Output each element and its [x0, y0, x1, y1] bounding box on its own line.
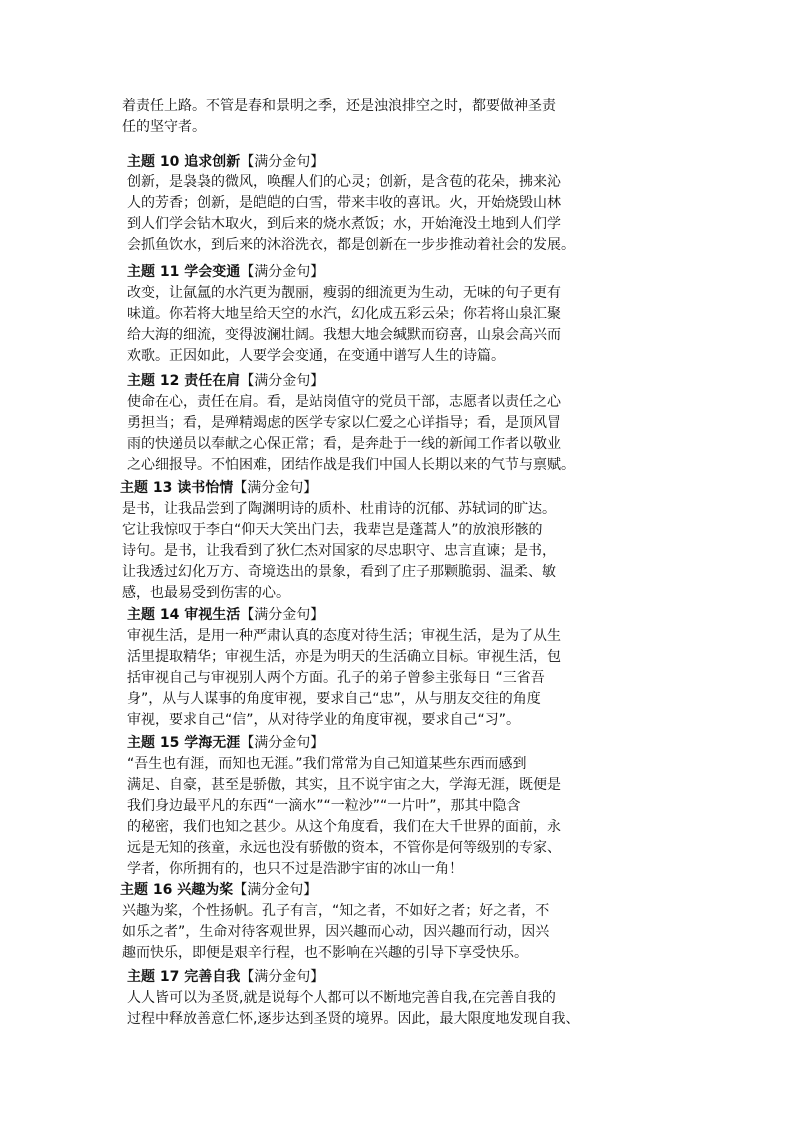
- paragraph-line: 是书，让我品尝到了陶渊明诗的质朴、杜甫诗的沉郁、苏轼词的旷达。: [122, 501, 556, 517]
- section-tag: 【满分金句】: [240, 154, 325, 170]
- paragraph-line: 满足、自豪，甚至是骄傲，其实，且不说宇宙之大，学海无涯，既便是: [127, 777, 561, 793]
- section-number: 主题 12: [127, 373, 180, 389]
- section-heading: [127, 733, 324, 753]
- section-heading: [127, 371, 324, 391]
- paragraph-line: 创新，是袅袅的微风，唤醒人们的心灵；创新，是含苞的花朵，拂来沁: [127, 174, 561, 190]
- paragraph-line: 味道。你若将大地呈给天空的水汽，幻化成五彩云朵；你若将山泉汇聚: [127, 306, 561, 322]
- section-title: 完善自我: [184, 969, 241, 985]
- paragraph-line: 诗句。是书，让我看到了狄仁杰对国家的尽忠职守、忠言直谏；是书，: [122, 543, 556, 559]
- section-tag: 【满分金句】: [240, 969, 325, 985]
- section-title: 审视生活: [184, 607, 241, 623]
- section-title: 责任在肩: [184, 373, 241, 389]
- section-heading: [127, 262, 324, 282]
- section-number: 主题 15: [127, 735, 180, 751]
- paragraph-line: 它让我惊叹于李白“仰天大笑出门去，我辈岂是蓬蒿人”的放浪形骸的: [122, 522, 543, 538]
- intro-line: 着责任上路。不管是春和景明之季，还是浊浪排空之时，都要做神圣责: [122, 98, 556, 114]
- paragraph-line: 兴趣为桨，个性扬帆。孔子有言，“知之者，不如好之者；好之者，不: [122, 903, 550, 919]
- section-heading: [120, 478, 317, 498]
- section-heading: [120, 880, 317, 900]
- section-title: 兴趣为桨: [177, 882, 234, 898]
- paragraph-line: 让我透过幻化万方、奇境迭出的景象，看到了庄子那颗脆弱、温柔、敏: [122, 564, 556, 580]
- paragraph-line: 改变，让氤氲的水汽更为靓丽，瘦弱的细流更为生动，无味的句子更有: [127, 285, 561, 301]
- intro-line: 任的坚守者。: [122, 119, 206, 135]
- section-number: 主题 13: [120, 480, 173, 496]
- paragraph-line: 感，也最易受到伤害的心。: [122, 585, 290, 601]
- paragraph-line: 审视，要求自己“信”，从对待学业的角度审视，要求自己“习”。: [127, 712, 521, 728]
- paragraph-line: 欢歌。正因如此，人要学会变通，在变通中谱写人生的诗篇。: [127, 348, 505, 364]
- paragraph-line: 括审视自己与审视别人两个方面。孔子的弟子曾参主张每日 “三省吾: [127, 670, 545, 686]
- paragraph-line: 之心细报导。不怕困难，团结作战是我们中国人长期以来的气节与禀赋。: [127, 457, 575, 473]
- paragraph-line: 人的芳香；创新，是皑皑的白雪，带来丰收的喜讯。火，开始烧毁山林: [127, 195, 561, 211]
- paragraph-line: 会抓鱼饮水，到后来的沐浴洗衣，都是创新在一步步推动着社会的发展。: [127, 237, 575, 253]
- paragraph-line: “吾生也有涯，而知也无涯。”我们常常为自己知道某些东西而感到: [127, 756, 527, 772]
- section-title: 学海无涯: [184, 735, 241, 751]
- section-tag: 【满分金句】: [240, 373, 325, 389]
- section-tag: 【满分金句】: [233, 480, 318, 496]
- section-title: 读书怡情: [177, 480, 234, 496]
- section-tag: 【满分金句】: [240, 607, 325, 623]
- section-number: 主题 17: [127, 969, 180, 985]
- paragraph-line: 身”，从与人谋事的角度审视，要求自己“忠”，从与朋友交往的角度: [127, 691, 541, 707]
- section-heading: [127, 605, 324, 625]
- paragraph-line: 给大海的细流，变得波澜壮阔。我想大地会缄默而窃喜，山泉会高兴而: [127, 327, 561, 343]
- paragraph-line: 雨的快递员以奉献之心保正常；看，是奔赴于一线的新闻工作者以敬业: [127, 436, 561, 452]
- section-title: 追求创新: [184, 154, 241, 170]
- section-number: 主题 16: [120, 882, 173, 898]
- section-tag: 【满分金句】: [233, 882, 318, 898]
- section-number: 主题 10: [127, 154, 180, 170]
- paragraph-line: 趣而快乐，即便是艰辛行程，也不影响在兴趣的引导下享受快乐。: [122, 945, 528, 961]
- paragraph-line: 勇担当；看，是殚精竭虑的医学专家以仁爱之心详指导；看，是顶风冒: [127, 415, 561, 431]
- section-heading: [127, 152, 324, 172]
- section-number: 主题 11: [127, 264, 180, 280]
- paragraph-line: 远是无知的孩童，永远也没有骄傲的资本，不管你是何等级别的专家、: [127, 840, 561, 856]
- paragraph-line: 我们身边最平凡的东西“一滴水”“一粒沙”“一片叶”，那其中隐含: [127, 798, 521, 814]
- paragraph-line: 的秘密，我们也知之甚少。从这个角度看，我们在大千世界的面前，永: [127, 819, 561, 835]
- section-heading: [127, 967, 324, 987]
- section-tag: 【满分金句】: [240, 264, 325, 280]
- section-tag: 【满分金句】: [240, 735, 325, 751]
- paragraph-line: 审视生活，是用一种严肃认真的态度对待生活；审视生活，是为了从生: [127, 628, 561, 644]
- section-number: 主题 14: [127, 607, 180, 623]
- paragraph-line: 人人皆可以为圣贤,就是说每个人都可以不断地完善自我,在完善自我的: [127, 990, 556, 1006]
- paragraph-line: 使命在心，责任在肩。看，是站岗值守的党员干部，志愿者以责任之心: [127, 394, 561, 410]
- paragraph-line: 过程中释放善意仁怀,逐步达到圣贤的境界。因此，最大限度地发现自我、: [127, 1011, 580, 1027]
- paragraph-line: 学者，你所拥有的，也只不过是浩渺宇宙的冰山一角！: [127, 861, 463, 877]
- paragraph-line: 到人们学会钻木取火，到后来的烧水煮饭；水，开始淹没土地到人们学: [127, 216, 561, 232]
- paragraph-line: 活里提取精华；审视生活，亦是为明天的生活确立目标。审视生活，包: [127, 649, 561, 665]
- paragraph-line: 如乐之者”，生命对待客观世界，因兴趣而心动，因兴趣而行动，因兴: [122, 924, 550, 940]
- section-title: 学会变通: [184, 264, 241, 280]
